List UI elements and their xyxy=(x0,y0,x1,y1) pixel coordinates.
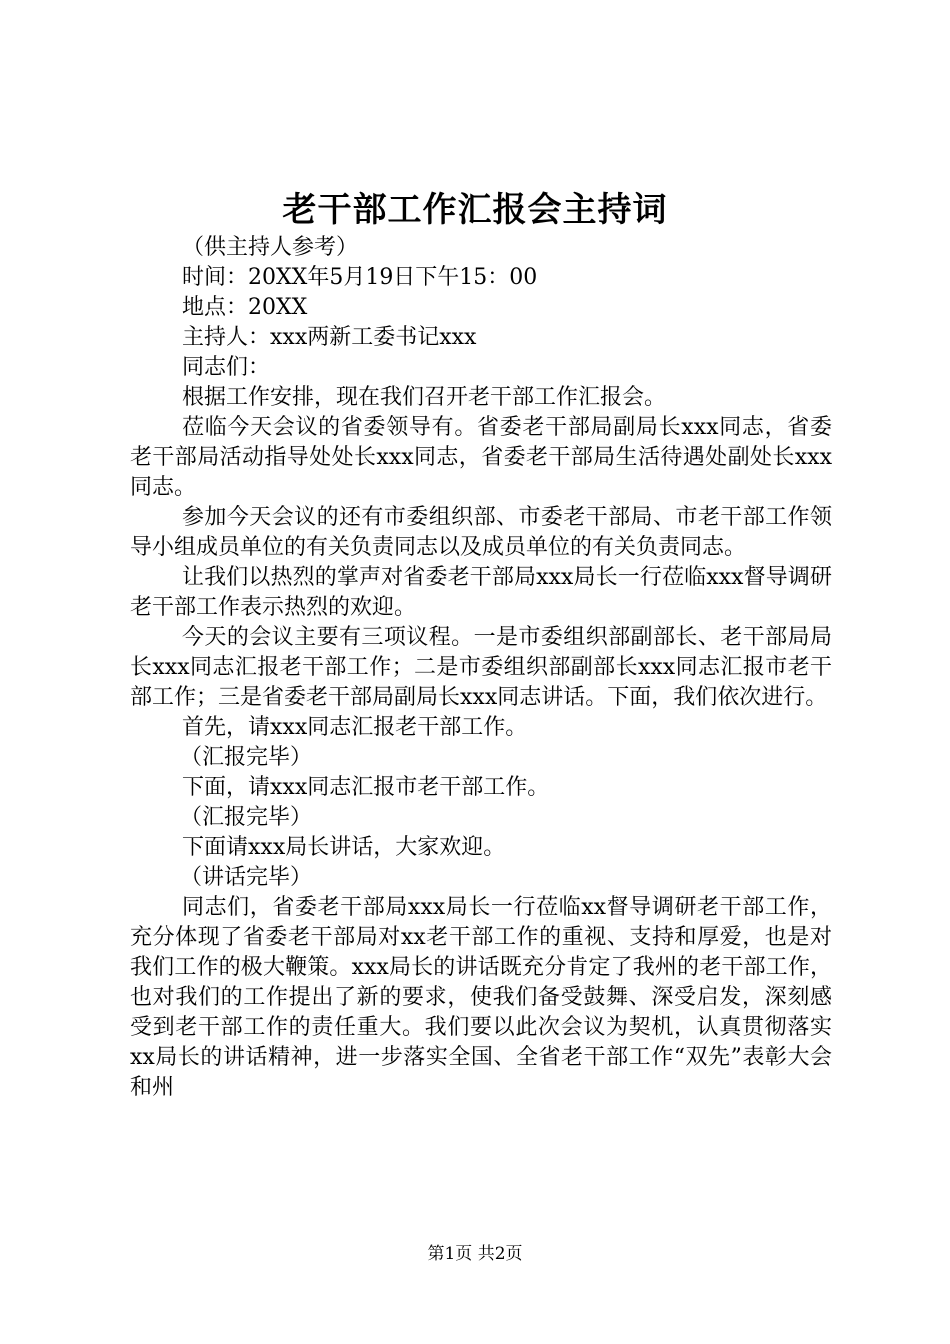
page-number: 第1页 共2页 xyxy=(427,1244,523,1264)
paragraph-host: 主持人：xxx两新工委书记xxx xyxy=(182,325,477,350)
paragraph-first-report: 首先，请xxx同志汇报老干部工作。 xyxy=(182,715,528,740)
document-title: 老干部工作汇报会主持词 xyxy=(282,190,668,230)
paragraph-agenda: 今天的会议主要有三项议程。一是市委组织部副部长、老干部局局长xxx同志汇报老干部工作；二是市委组织部副部长xxx同志汇报市老干部工作；三是省委老干部局副局长xxx同志讲话。下面，我们依次进行。 xyxy=(130,625,832,710)
paragraph-attending-units: 参加今天会议的还有市委组织部、市委老干部局、市老干部工作领导小组成员单位的有关负责同志以及成员单位的有关负责同志。 xyxy=(130,505,832,560)
paragraph-note: （供主持人参考） xyxy=(182,235,359,260)
document-body xyxy=(130,233,832,1103)
paragraph-report-done-2: （汇报完毕） xyxy=(180,805,313,830)
paragraph-speech-done: （讲话完毕） xyxy=(180,865,313,890)
paragraph-report-done-1: （汇报完毕） xyxy=(180,745,313,770)
paragraph-closing: 同志们，省委老干部局xxx局长一行莅临xx督导调研老干部工作，充分体现了省委老干部局对xx老干部工作的重视、支持和厚爱，也是对我们工作的极大鞭策。xxx局长的讲话既充分肯定了我州的老干部工作，也对我们的工作提出了新的要求，使我们备受鼓舞、深受启发，深刻感受到老干部工作的责任重大。我们要以此次会议为契机，认真贯彻落实xx局长的讲话精神，进一步落实全国、全省老干部工作“双先”表彰大会和州 xyxy=(130,895,832,1100)
paragraph-location: 地点：20XX xyxy=(182,295,308,320)
paragraph-attending-leaders: 莅临今天会议的省委领导有。省委老干部局副局长xxx同志，省委老干部局活动指导处处长xxx同志，省委老干部局生活待遇处副处长xxx同志。 xyxy=(130,415,832,500)
paragraph-second-report: 下面，请xxx同志汇报市老干部工作。 xyxy=(182,775,550,800)
paragraph-greeting: 同志们： xyxy=(182,355,271,380)
paragraph-speech: 下面请xxx局长讲话，大家欢迎。 xyxy=(182,835,506,860)
paragraph-welcome: 让我们以热烈的掌声对省委老干部局xxx局长一行莅临xxx督导调研老干部工作表示热烈的欢迎。 xyxy=(130,565,832,620)
paragraph-opening: 根据工作安排，现在我们召开老干部工作汇报会。 xyxy=(182,385,667,410)
paragraph-time: 时间：20XX年5月19日下午15：00 xyxy=(182,265,538,290)
